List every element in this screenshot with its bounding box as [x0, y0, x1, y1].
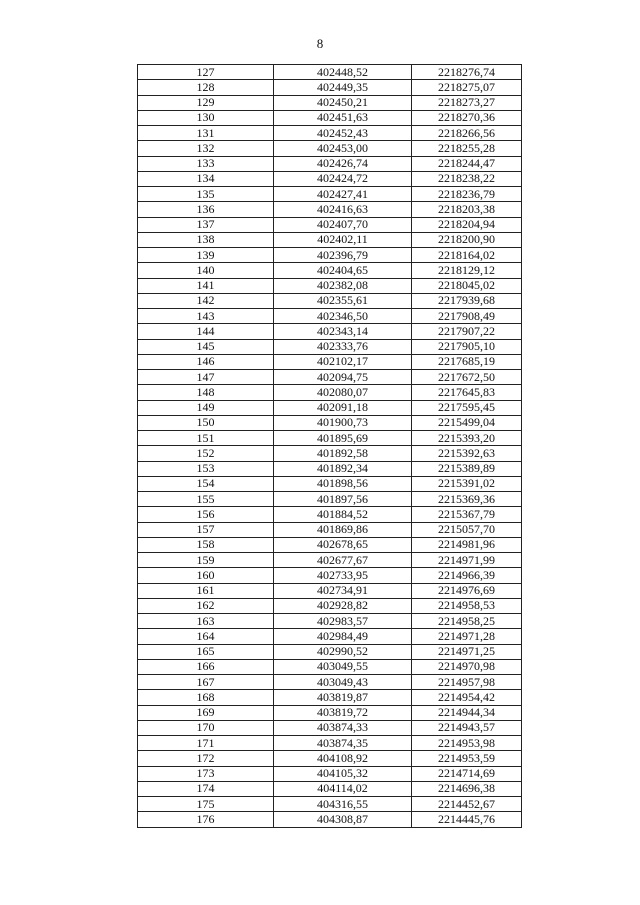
y-coordinate-cell: 2214714,69: [412, 766, 522, 781]
x-coordinate-cell: 401898,56: [274, 476, 412, 491]
y-coordinate-cell: 2217645,83: [412, 385, 522, 400]
x-coordinate-cell: 402094,75: [274, 370, 412, 385]
table-row: [138, 95, 522, 110]
table-row: [138, 80, 522, 95]
point-number-cell: 152: [138, 446, 274, 461]
y-coordinate-cell: 2218045,02: [412, 278, 522, 293]
table-row: [138, 690, 522, 705]
table-row: [138, 522, 522, 537]
table-row: [138, 370, 522, 385]
point-number-cell: 151: [138, 431, 274, 446]
y-coordinate-cell: 2218164,02: [412, 248, 522, 263]
x-coordinate-cell: 401884,52: [274, 507, 412, 522]
point-number-cell: 175: [138, 797, 274, 812]
point-number-cell: 135: [138, 187, 274, 202]
y-coordinate-cell: 2218244,47: [412, 156, 522, 171]
x-coordinate-cell: 402734,91: [274, 583, 412, 598]
y-coordinate-cell: 2214971,28: [412, 629, 522, 644]
x-coordinate-cell: 402450,21: [274, 95, 412, 110]
table-row: [138, 797, 522, 812]
x-coordinate-cell: 401895,69: [274, 431, 412, 446]
point-number-cell: 158: [138, 537, 274, 552]
point-number-cell: 166: [138, 659, 274, 674]
point-number-cell: 168: [138, 690, 274, 705]
y-coordinate-cell: 2215499,04: [412, 415, 522, 430]
table-row: [138, 248, 522, 263]
table-row: [138, 339, 522, 354]
table-row: [138, 171, 522, 186]
x-coordinate-cell: 402424,72: [274, 171, 412, 186]
y-coordinate-cell: 2217685,19: [412, 354, 522, 369]
x-coordinate-cell: 402396,79: [274, 248, 412, 263]
table-row: [138, 705, 522, 720]
x-coordinate-cell: 402678,65: [274, 537, 412, 552]
point-number-cell: 127: [138, 65, 274, 80]
table-row: [138, 812, 522, 827]
point-number-cell: 144: [138, 324, 274, 339]
point-number-cell: 160: [138, 568, 274, 583]
table-row: [138, 446, 522, 461]
point-number-cell: 128: [138, 80, 274, 95]
table-row: [138, 65, 522, 80]
x-coordinate-cell: 402080,07: [274, 385, 412, 400]
x-coordinate-cell: 402404,65: [274, 263, 412, 278]
x-coordinate-cell: 404105,32: [274, 766, 412, 781]
table-row: [138, 720, 522, 735]
table-row: [138, 263, 522, 278]
y-coordinate-cell: 2218276,74: [412, 65, 522, 80]
point-number-cell: 169: [138, 705, 274, 720]
x-coordinate-cell: 401869,86: [274, 522, 412, 537]
y-coordinate-cell: 2214970,98: [412, 659, 522, 674]
y-coordinate-cell: 2214943,57: [412, 720, 522, 735]
y-coordinate-cell: 2214445,76: [412, 812, 522, 827]
table-row: [138, 309, 522, 324]
table-row: [138, 598, 522, 613]
point-number-cell: 147: [138, 370, 274, 385]
x-coordinate-cell: 402733,95: [274, 568, 412, 583]
table-row: [138, 644, 522, 659]
x-coordinate-cell: 402984,49: [274, 629, 412, 644]
table-row: [138, 385, 522, 400]
x-coordinate-cell: 402416,63: [274, 202, 412, 217]
table-row: [138, 187, 522, 202]
point-number-cell: 139: [138, 248, 274, 263]
table-row: [138, 629, 522, 644]
y-coordinate-cell: 2214958,53: [412, 598, 522, 613]
table-row: [138, 766, 522, 781]
table-row: [138, 492, 522, 507]
table-row: [138, 110, 522, 125]
point-number-cell: 171: [138, 736, 274, 751]
y-coordinate-cell: 2218273,27: [412, 95, 522, 110]
table-row: [138, 553, 522, 568]
table-row: [138, 415, 522, 430]
x-coordinate-cell: 402426,74: [274, 156, 412, 171]
x-coordinate-cell: 401892,58: [274, 446, 412, 461]
point-number-cell: 143: [138, 309, 274, 324]
x-coordinate-cell: 402677,67: [274, 553, 412, 568]
table-row: [138, 126, 522, 141]
table-row: [138, 507, 522, 522]
table-row: [138, 476, 522, 491]
y-coordinate-cell: 2214957,98: [412, 675, 522, 690]
x-coordinate-cell: 401892,34: [274, 461, 412, 476]
point-number-cell: 137: [138, 217, 274, 232]
y-coordinate-cell: 2214452,67: [412, 797, 522, 812]
table-row: [138, 675, 522, 690]
point-number-cell: 159: [138, 553, 274, 568]
point-number-cell: 136: [138, 202, 274, 217]
y-coordinate-cell: 2217672,50: [412, 370, 522, 385]
y-coordinate-cell: 2215391,02: [412, 476, 522, 491]
y-coordinate-cell: 2214958,25: [412, 614, 522, 629]
table-row: [138, 400, 522, 415]
table-row: [138, 781, 522, 796]
x-coordinate-cell: 403049,43: [274, 675, 412, 690]
table-row: [138, 461, 522, 476]
table-row: [138, 232, 522, 247]
y-coordinate-cell: 2214953,59: [412, 751, 522, 766]
y-coordinate-cell: 2214944,34: [412, 705, 522, 720]
x-coordinate-cell: 402928,82: [274, 598, 412, 613]
point-number-cell: 149: [138, 400, 274, 415]
x-coordinate-cell: 402448,52: [274, 65, 412, 80]
y-coordinate-cell: 2214976,69: [412, 583, 522, 598]
y-coordinate-cell: 2218200,90: [412, 232, 522, 247]
y-coordinate-cell: 2214966,39: [412, 568, 522, 583]
y-coordinate-cell: 2218203,38: [412, 202, 522, 217]
x-coordinate-cell: 402355,61: [274, 293, 412, 308]
coordinates-table-body: [138, 65, 522, 828]
point-number-cell: 167: [138, 675, 274, 690]
y-coordinate-cell: 2215057,70: [412, 522, 522, 537]
x-coordinate-cell: 404114,02: [274, 781, 412, 796]
point-number-cell: 145: [138, 339, 274, 354]
y-coordinate-cell: 2217939,68: [412, 293, 522, 308]
y-coordinate-cell: 2217908,49: [412, 309, 522, 324]
x-coordinate-cell: 402453,00: [274, 141, 412, 156]
x-coordinate-cell: 404108,92: [274, 751, 412, 766]
y-coordinate-cell: 2215369,36: [412, 492, 522, 507]
point-number-cell: 148: [138, 385, 274, 400]
point-number-cell: 132: [138, 141, 274, 156]
y-coordinate-cell: 2214971,99: [412, 553, 522, 568]
y-coordinate-cell: 2214981,96: [412, 537, 522, 552]
y-coordinate-cell: 2215392,63: [412, 446, 522, 461]
point-number-cell: 172: [138, 751, 274, 766]
table-row: [138, 202, 522, 217]
y-coordinate-cell: 2214953,98: [412, 736, 522, 751]
table-row: [138, 278, 522, 293]
table-row: [138, 354, 522, 369]
point-number-cell: 170: [138, 720, 274, 735]
point-number-cell: 140: [138, 263, 274, 278]
point-number-cell: 157: [138, 522, 274, 537]
table-row: [138, 293, 522, 308]
table-row: [138, 751, 522, 766]
point-number-cell: 162: [138, 598, 274, 613]
x-coordinate-cell: 402449,35: [274, 80, 412, 95]
table-row: [138, 614, 522, 629]
y-coordinate-cell: 2217907,22: [412, 324, 522, 339]
point-number-cell: 161: [138, 583, 274, 598]
x-coordinate-cell: 401897,56: [274, 492, 412, 507]
x-coordinate-cell: 402402,11: [274, 232, 412, 247]
table-row: [138, 537, 522, 552]
x-coordinate-cell: 403819,72: [274, 705, 412, 720]
y-coordinate-cell: 2217905,10: [412, 339, 522, 354]
x-coordinate-cell: 402990,52: [274, 644, 412, 659]
point-number-cell: 133: [138, 156, 274, 171]
point-number-cell: 165: [138, 644, 274, 659]
table-row: [138, 431, 522, 446]
table-row: [138, 141, 522, 156]
x-coordinate-cell: 402343,14: [274, 324, 412, 339]
y-coordinate-cell: 2214971,25: [412, 644, 522, 659]
y-coordinate-cell: 2215393,20: [412, 431, 522, 446]
x-coordinate-cell: 403874,33: [274, 720, 412, 735]
table-row: [138, 568, 522, 583]
table-row: [138, 659, 522, 674]
y-coordinate-cell: 2218255,28: [412, 141, 522, 156]
page-number: 8: [316, 36, 324, 51]
x-coordinate-cell: 404316,55: [274, 797, 412, 812]
table-row: [138, 217, 522, 232]
point-number-cell: 129: [138, 95, 274, 110]
point-number-cell: 154: [138, 476, 274, 491]
point-number-cell: 146: [138, 354, 274, 369]
y-coordinate-cell: 2218275,07: [412, 80, 522, 95]
point-number-cell: 141: [138, 278, 274, 293]
point-number-cell: 176: [138, 812, 274, 827]
x-coordinate-cell: 402382,08: [274, 278, 412, 293]
x-coordinate-cell: 402091,18: [274, 400, 412, 415]
y-coordinate-cell: 2217595,45: [412, 400, 522, 415]
x-coordinate-cell: 404308,87: [274, 812, 412, 827]
x-coordinate-cell: 402427,41: [274, 187, 412, 202]
coordinates-table: [137, 64, 522, 828]
x-coordinate-cell: 402451,63: [274, 110, 412, 125]
table-row: [138, 583, 522, 598]
y-coordinate-cell: 2214696,38: [412, 781, 522, 796]
x-coordinate-cell: 402452,43: [274, 126, 412, 141]
x-coordinate-cell: 403049,55: [274, 659, 412, 674]
point-number-cell: 155: [138, 492, 274, 507]
x-coordinate-cell: 402102,17: [274, 354, 412, 369]
y-coordinate-cell: 2218238,22: [412, 171, 522, 186]
point-number-cell: 130: [138, 110, 274, 125]
y-coordinate-cell: 2218204,94: [412, 217, 522, 232]
y-coordinate-cell: 2218266,56: [412, 126, 522, 141]
point-number-cell: 150: [138, 415, 274, 430]
point-number-cell: 138: [138, 232, 274, 247]
point-number-cell: 131: [138, 126, 274, 141]
point-number-cell: 142: [138, 293, 274, 308]
x-coordinate-cell: 402983,57: [274, 614, 412, 629]
y-coordinate-cell: 2218270,36: [412, 110, 522, 125]
x-coordinate-cell: 403874,35: [274, 736, 412, 751]
x-coordinate-cell: 402407,70: [274, 217, 412, 232]
y-coordinate-cell: 2215367,79: [412, 507, 522, 522]
x-coordinate-cell: 402333,76: [274, 339, 412, 354]
point-number-cell: 173: [138, 766, 274, 781]
table-row: [138, 324, 522, 339]
x-coordinate-cell: 402346,50: [274, 309, 412, 324]
y-coordinate-cell: 2218129,12: [412, 263, 522, 278]
x-coordinate-cell: 403819,87: [274, 690, 412, 705]
y-coordinate-cell: 2215389,89: [412, 461, 522, 476]
point-number-cell: 156: [138, 507, 274, 522]
point-number-cell: 164: [138, 629, 274, 644]
table-row: [138, 156, 522, 171]
point-number-cell: 153: [138, 461, 274, 476]
point-number-cell: 134: [138, 171, 274, 186]
y-coordinate-cell: 2218236,79: [412, 187, 522, 202]
y-coordinate-cell: 2214954,42: [412, 690, 522, 705]
x-coordinate-cell: 401900,73: [274, 415, 412, 430]
point-number-cell: 174: [138, 781, 274, 796]
point-number-cell: 163: [138, 614, 274, 629]
table-row: [138, 736, 522, 751]
